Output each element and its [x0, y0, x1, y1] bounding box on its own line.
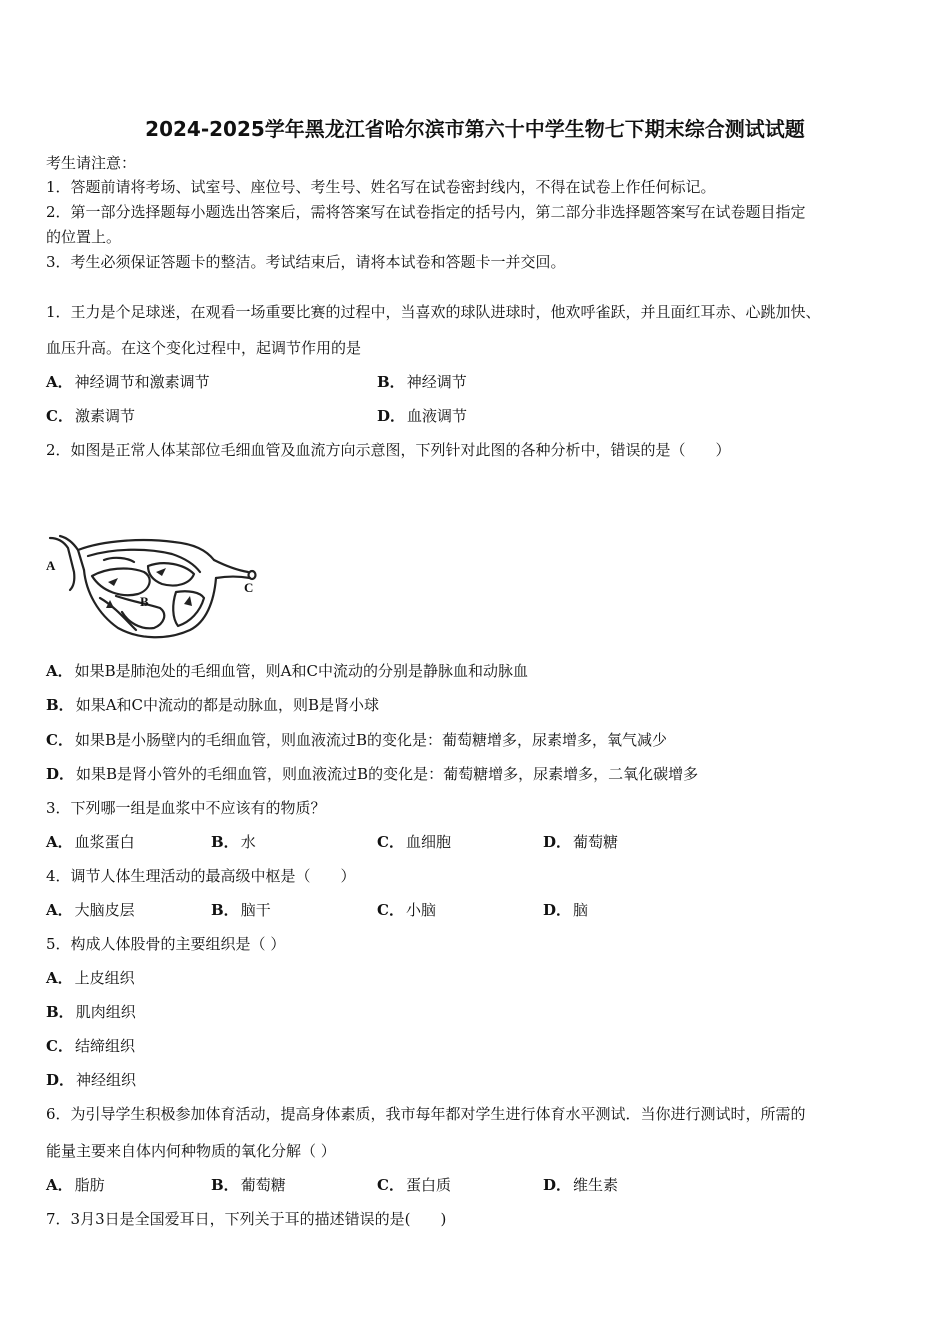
label-b: B [140, 594, 149, 609]
q4-option-b: B． 脑干 [211, 901, 271, 919]
question-2-stem: 2．如图是正常人体某部位毛细血管及血流方向示意图，下列针对此图的各种分析中，错误的是（ ） [46, 441, 731, 459]
notice-item: 1．答题前请将考场、试室号、座位号、考生号、姓名写在试卷密封线内，不得在试卷上作任何标记。 [46, 178, 716, 196]
notice-item: 2．第一部分选择题每小题选出答案后，需将答案写在试卷指定的括号内，第二部分非选择题答案写在试卷题目指定 [46, 203, 806, 221]
q3-option-c: C． 血细胞 [377, 833, 451, 851]
q4-option-c: C． 小脑 [377, 901, 436, 919]
question-4-stem: 4．调节人体生理活动的最高级中枢是（ ） [46, 867, 356, 885]
question-7-stem: 7．3月3日是全国爱耳日，下列关于耳的描述错误的是( ) [46, 1210, 447, 1228]
q4-option-a: A． 大脑皮层 [46, 901, 135, 919]
q4-option-d: D． 脑 [543, 901, 589, 919]
q6-option-d: D． 维生素 [543, 1176, 619, 1194]
question-5-stem: 5．构成人体股骨的主要组织是（ ） [46, 935, 286, 953]
notice-item: 的位置上。 [46, 228, 122, 246]
q2-option-a: A． 如果B是肺泡处的毛细血管，则A和C中流动的分别是静脉血和动脉血 [46, 662, 528, 680]
question-3-stem: 3．下列哪一组是血浆中不应该有的物质？ [46, 799, 326, 817]
question-6-stem: 6．为引导学生积极参加体育活动，提高身体素质，我市每年都对学生进行体育水平测试．当你进行测试时，所需的 [46, 1105, 806, 1123]
capillary-diagram [44, 532, 264, 644]
q5-option-c: C． 结缔组织 [46, 1037, 135, 1055]
q6-option-a: A． 脂肪 [46, 1176, 105, 1194]
label-c: C [244, 580, 254, 595]
notice-heading: 考生请注意： [46, 154, 137, 172]
question-1-stem: 1．王力是个足球迷，在观看一场重要比赛的过程中，当喜欢的球队进球时，他欢呼雀跃，并且面红耳赤、心跳加快、 [46, 303, 821, 321]
q1-option-c: C． 激素调节 [46, 407, 135, 425]
q1-option-b: B． 神经调节 [377, 373, 467, 391]
label-a: A [46, 558, 56, 573]
q5-option-d: D． 神经组织 [46, 1071, 137, 1089]
q2-option-d: D． 如果B是肾小管外的毛细血管，则血液流过B的变化是：葡萄糖增多，尿素增多，二氧化碳增多 [46, 765, 699, 783]
notice-item: 3．考生必须保证答题卡的整洁。考试结束后，请将本试卷和答题卡一并交回。 [46, 253, 566, 271]
question-1-stem: 血压升高。在这个变化过程中，起调节作用的是 [46, 339, 362, 357]
exam-title: 2024-2025学年黑龙江省哈尔滨市第六十中学生物七下期末综合测试试题 [145, 117, 805, 141]
q6-option-b: B． 葡萄糖 [211, 1176, 286, 1194]
q2-option-b: B． 如果A和C中流动的都是动脉血，则B是肾小球 [46, 696, 380, 714]
q3-option-a: A． 血浆蛋白 [46, 833, 135, 851]
q2-option-c: C． 如果B是小肠壁内的毛细血管，则血液流过B的变化是：葡萄糖增多，尿素增多，氧气减少 [46, 731, 668, 749]
q6-option-c: C． 蛋白质 [377, 1176, 451, 1194]
q3-option-d: D． 葡萄糖 [543, 833, 619, 851]
q5-option-a: A． 上皮组织 [46, 969, 135, 987]
q1-option-d: D． 血液调节 [377, 407, 468, 425]
q3-option-b: B． 水 [211, 833, 256, 851]
question-6-stem: 能量主要来自体内何种物质的氧化分解（ ） [46, 1142, 336, 1160]
q1-option-a: A． 神经调节和激素调节 [46, 373, 210, 391]
q5-option-b: B． 肌肉组织 [46, 1003, 136, 1021]
